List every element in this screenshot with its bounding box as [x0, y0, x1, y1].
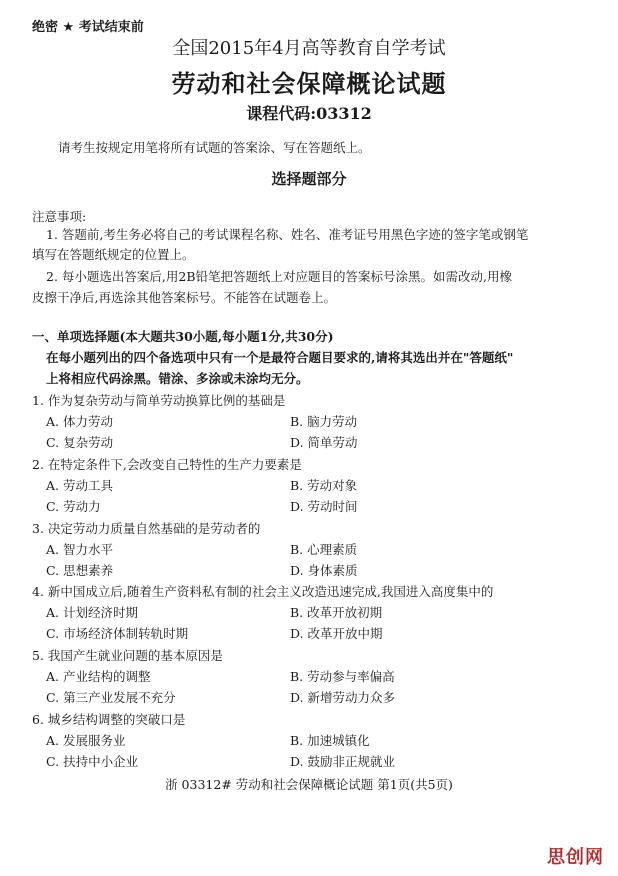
part-desc-line-1: 在每小题列出的四个备选项中只有一个是最符合题目要求的,请将其选出并在"答题纸" — [46, 350, 514, 365]
question-stem: 6. 城乡结构调整的突破口是 — [32, 712, 186, 727]
option-a: A. 劳动工具 — [46, 478, 113, 493]
notes-heading: 注意事项: — [32, 209, 87, 224]
question-stem: 4. 新中国成立后,随着生产资料私有制的社会主义改造迅速完成,我国进入高度集中的 — [32, 584, 494, 599]
option-a: A. 智力水平 — [46, 542, 113, 557]
question-stem: 3. 决定劳动力质量自然基础的是劳动者的 — [32, 521, 261, 536]
option-a: A. 产业结构的调整 — [46, 669, 151, 684]
option-c: C. 扶持中小企业 — [46, 754, 139, 769]
option-b: B. 劳动对象 — [290, 478, 358, 493]
option-a: A. 体力劳动 — [46, 414, 113, 429]
option-d: D. 简单劳动 — [290, 435, 358, 450]
option-b: B. 劳动参与率偏高 — [290, 669, 395, 684]
option-c: C. 第三产业发展不充分 — [46, 690, 176, 705]
section-title: 选择题部分 — [271, 170, 347, 188]
note-2-line-1: 2. 每小题选出答案后,用2B铅笔把答题纸上对应题目的答案标号涂黑。如需改动,用橡 — [46, 269, 512, 284]
confidential-label: 绝密 ★ 考试结束前 — [32, 20, 144, 35]
course-code: 课程代码:03312 — [246, 104, 372, 123]
note-2-line-2: 皮擦干净后,再选涂其他答案标号。不能答在试题卷上。 — [32, 290, 336, 305]
subject-title: 劳动和社会保障概论试题 — [171, 69, 447, 98]
option-c: C. 复杂劳动 — [46, 435, 114, 450]
question-stem: 5. 我国产生就业问题的基本原因是 — [32, 648, 223, 663]
option-b: B. 脑力劳动 — [290, 414, 358, 429]
option-d: D. 鼓励非正规就业 — [290, 754, 396, 769]
question-stem: 2. 在特定条件下,会改变自己特性的生产力要素是 — [32, 457, 302, 472]
option-b: B. 心理素质 — [290, 542, 358, 557]
option-d: D. 新增劳动力众多 — [290, 690, 396, 705]
part-desc-line-2: 上将相应代码涂黑。错涂、多涂或未涂均无分。 — [46, 371, 309, 386]
watermark-logo: 思创网 — [547, 847, 604, 868]
note-1-line-2: 填写在答题纸规定的位置上。 — [32, 247, 195, 262]
instruction-text: 请考生按规定用笔将所有试题的答案涂、写在答题纸上。 — [58, 140, 371, 155]
option-c: C. 劳动力 — [46, 499, 101, 514]
option-d: D. 身体素质 — [290, 563, 358, 578]
option-a: A. 发展服务业 — [46, 733, 126, 748]
option-c: C. 市场经济体制转轨时期 — [46, 626, 189, 641]
option-a: A. 计划经济时期 — [46, 605, 138, 620]
page-footer: 浙 03312# 劳动和社会保障概论试题 第1页(共5页) — [165, 777, 453, 792]
option-d: D. 改革开放中期 — [290, 626, 383, 641]
part-heading: 一、单项选择题(本大题共30小题,每小题1分,共30分) — [32, 329, 334, 344]
option-d: D. 劳动时间 — [290, 499, 358, 514]
question-stem: 1. 作为复杂劳动与简单劳动换算比例的基础是 — [32, 393, 286, 408]
option-b: B. 加速城镇化 — [290, 733, 370, 748]
option-c: C. 思想素养 — [46, 563, 114, 578]
exam-title: 全国2015年4月高等教育自学考试 — [172, 38, 446, 59]
note-1-line-1: 1. 答题前,考生务必将自己的考试课程名称、姓名、准考证号用黑色字迹的签字笔或钢笔 — [46, 227, 529, 242]
option-b: B. 改革开放初期 — [290, 605, 383, 620]
